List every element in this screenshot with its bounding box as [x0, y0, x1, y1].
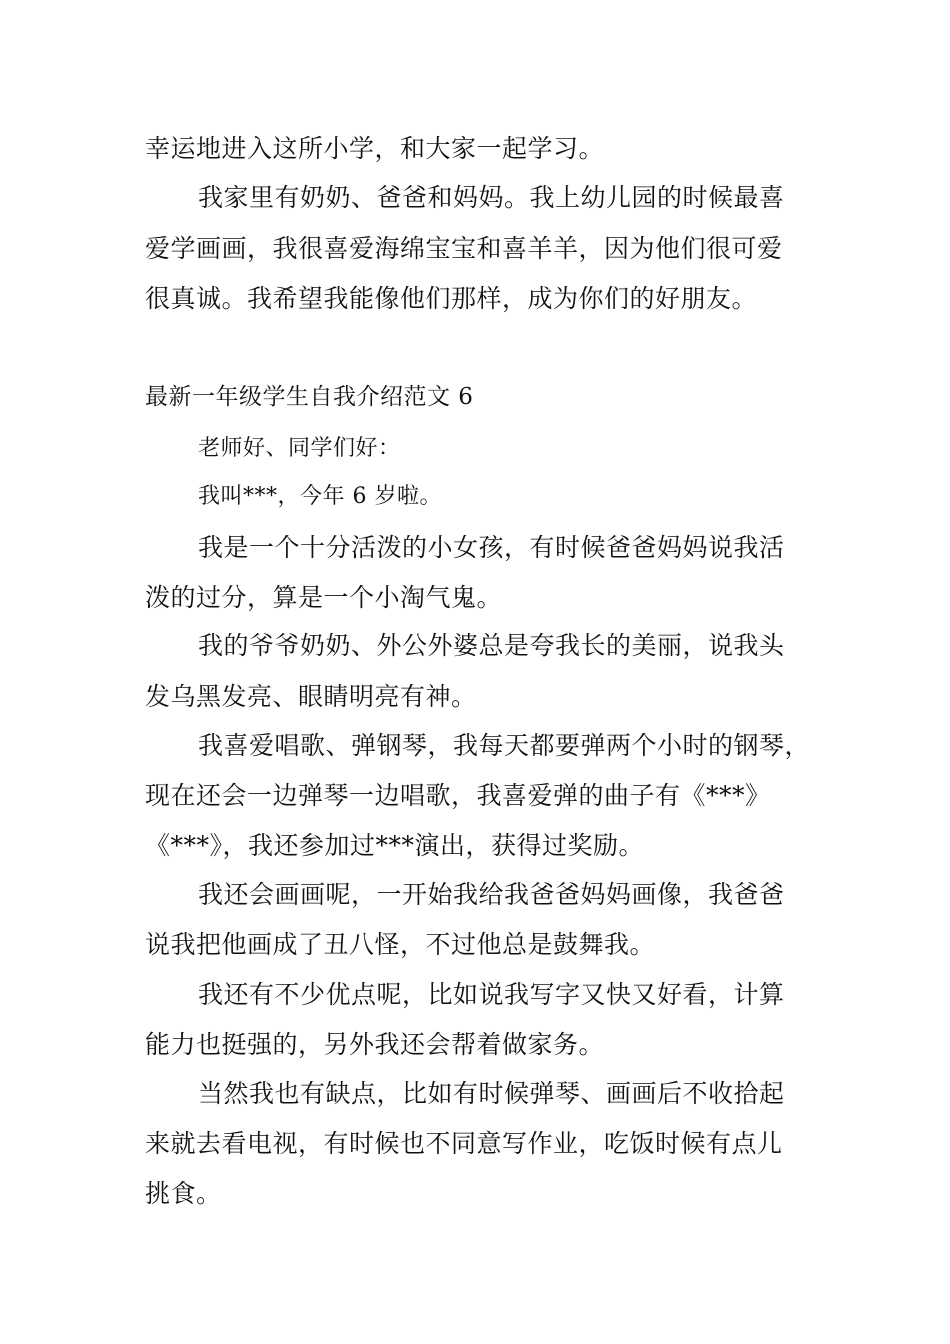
section-heading: 最新一年级学生自我介绍范文 6	[145, 384, 474, 410]
paragraph-line: 我是一个十分活泼的小女孩，有时候爸爸妈妈说我活	[198, 533, 785, 562]
paragraph-line: 爱学画画，我很喜爱海绵宝宝和喜羊羊，因为他们很可爱	[145, 234, 783, 263]
paragraph-line: 我还有不少优点呢，比如说我写字又快又好看，计算	[198, 980, 785, 1009]
paragraph-line: 当然我也有缺点，比如有时候弹琴、画画后不收拾起	[198, 1079, 785, 1108]
paragraph-line: 我还会画画呢，一开始我给我爸爸妈妈画像，我爸爸	[198, 880, 785, 909]
paragraph-line: 很真诚。我希望我能像他们那样，成为你们的好朋友。	[145, 284, 758, 313]
paragraph-line: 来就去看电视，有时候也不同意写作业，吃饭时候有点儿	[145, 1129, 783, 1158]
paragraph-line: 能力也挺强的，另外我还会帮着做家务。	[145, 1030, 605, 1059]
paragraph-line: 我喜爱唱歌、弹钢琴，我每天都要弹两个小时的钢琴，	[198, 731, 811, 760]
paragraph-line: 幸运地进入这所小学，和大家一起学习。	[145, 134, 605, 163]
paragraph-line: 我家里有奶奶、爸爸和妈妈。我上幼儿园的时候最喜	[198, 183, 785, 212]
paragraph-line: 泼的过分，算是一个小淘气鬼。	[145, 583, 503, 612]
paragraph-line: 发乌黑发亮、眼睛明亮有神。	[145, 682, 477, 711]
paragraph-line: 《***》，我还参加过***演出，获得过奖励。	[145, 831, 645, 860]
greeting-line: 老师好、同学们好：	[198, 436, 401, 461]
paragraph-line: 我叫***，今年 6 岁啦。	[198, 484, 442, 509]
paragraph-line: 挑食。	[145, 1179, 222, 1208]
paragraph-line: 我的爷爷奶奶、外公外婆总是夸我长的美丽，说我头	[198, 631, 785, 660]
paragraph-line: 说我把他画成了丑八怪，不过他总是鼓舞我。	[145, 930, 656, 959]
paragraph-line: 现在还会一边弹琴一边唱歌，我喜爱弹的曲子有《***》	[145, 781, 771, 810]
